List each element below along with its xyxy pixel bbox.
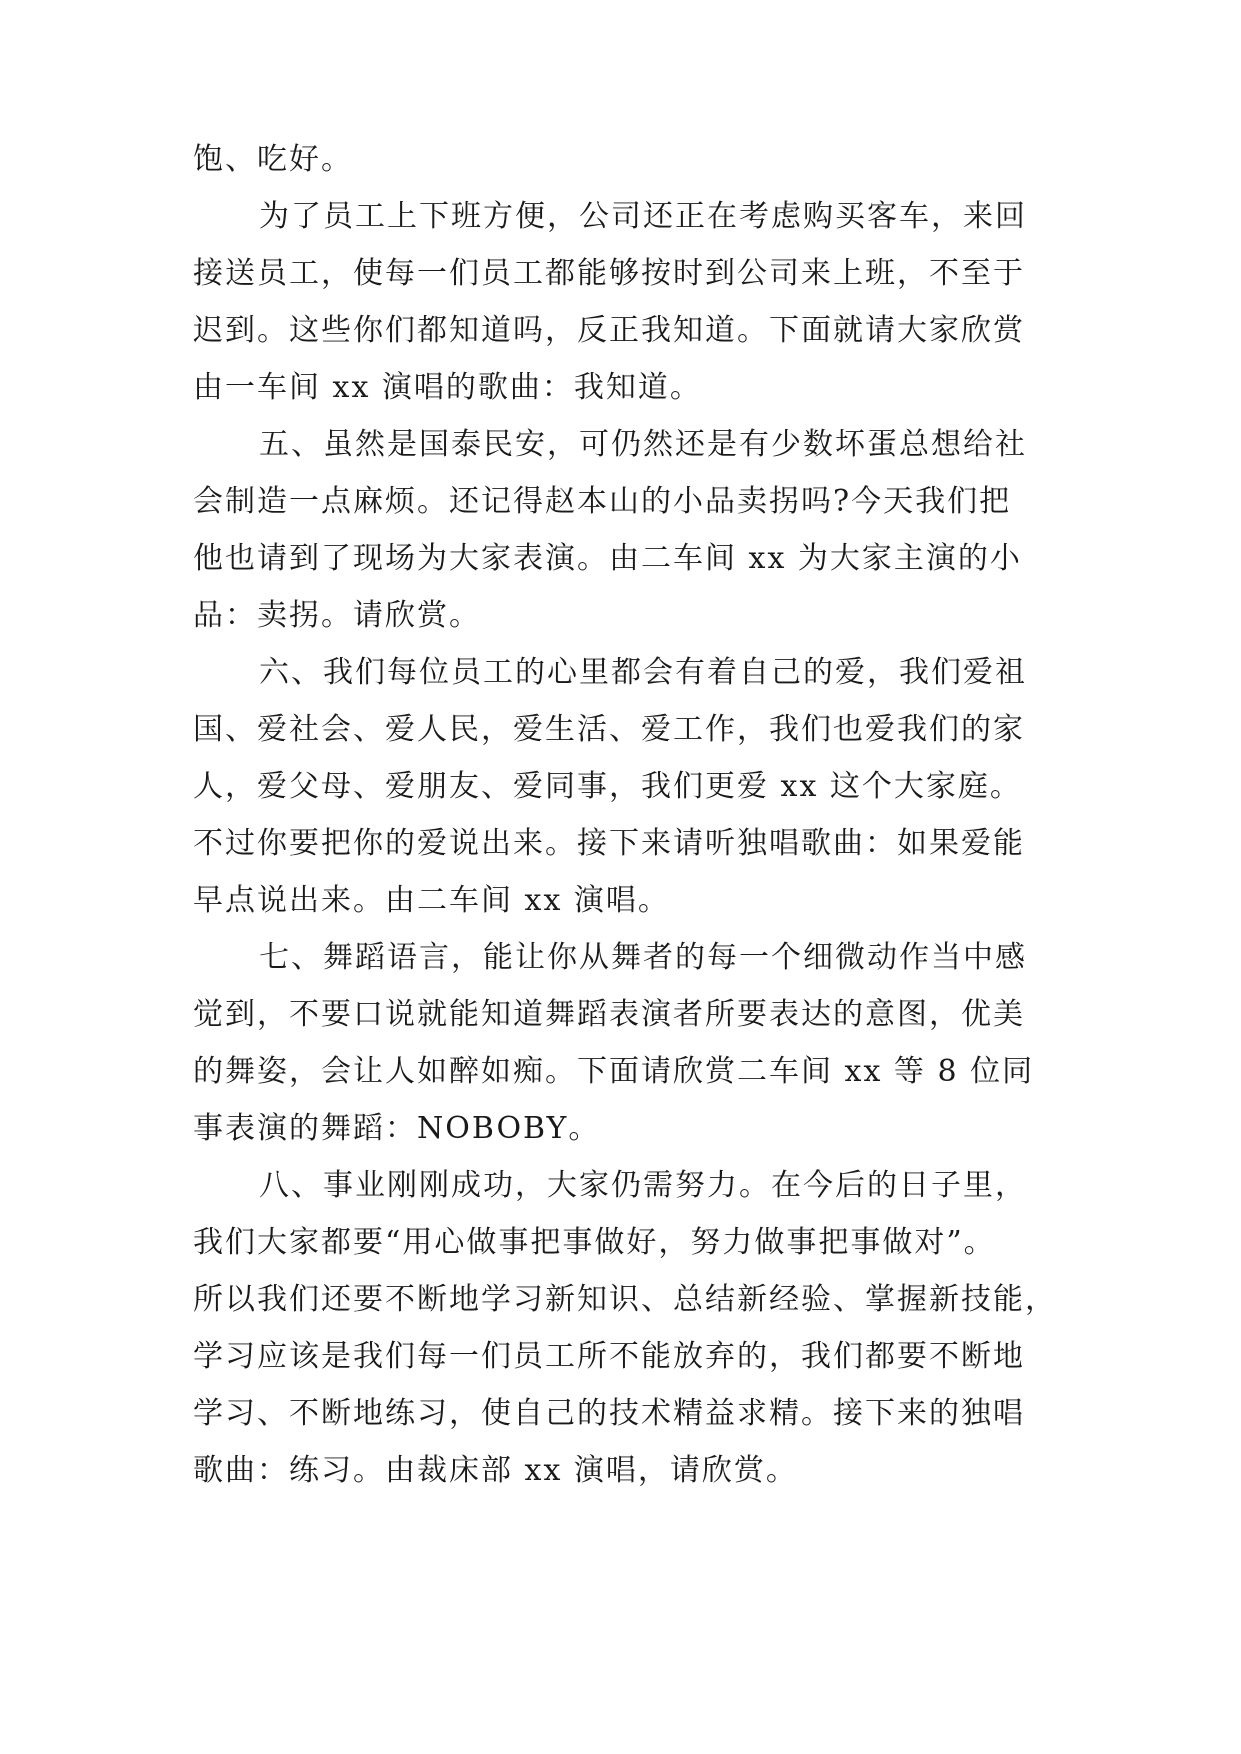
paragraph-start-line: 五、虽然是国泰民安，可仍然还是有少数坏蛋总想给社 [259,427,1027,462]
text-line: 不过你要把你的爱说出来。接下来请听独唱歌曲：如果爱能 [193,826,1025,861]
text-line: 觉到，不要口说就能知道舞蹈表演者所要表达的意图，优美 [193,997,1025,1032]
text-line: 由一车间 xx 演唱的歌曲：我知道。 [193,370,702,405]
text-line: 所以我们还要不断地学习新知识、总结新经验、掌握新技能， [193,1282,1057,1317]
text-line: 迟到。这些你们都知道吗，反正我知道。下面就请大家欣赏 [193,313,1025,348]
text-line: 学习、不断地练习，使自己的技术精益求精。接下来的独唱 [193,1396,1025,1431]
text-line: 会制造一点麻烦。还记得赵本山的小品卖拐吗?今天我们把 [193,484,1012,519]
paragraph-start-line: 六、我们每位员工的心里都会有着自己的爱，我们爱祖 [259,655,1027,690]
text-line: 的舞姿，会让人如醉如痴。下面请欣赏二车间 xx 等 8 位同 [193,1054,1035,1089]
text-line: 人，爱父母、爱朋友、爱同事，我们更爱 xx 这个大家庭。 [193,769,1022,804]
text-line: 学习应该是我们每一们员工所不能放弃的，我们都要不断地 [193,1339,1025,1374]
text-line: 早点说出来。由二车间 xx 演唱。 [193,883,670,918]
text-line: 品：卖拐。请欣赏。 [193,598,481,633]
paragraph-start-line: 八、事业刚刚成功，大家仍需努力。在今后的日子里， [259,1168,1027,1203]
text-line: 歌曲：练习。由裁床部 xx 演唱，请欣赏。 [193,1453,798,1488]
text-line: 我们大家都要“用心做事把事做好，努力做事把事做对”。 [193,1225,996,1260]
text-line: 接送员工，使每一们员工都能够按时到公司来上班，不至于 [193,256,1025,291]
text-line: 事表演的舞蹈：NOBOBY。 [193,1111,601,1146]
text-line: 他也请到了现场为大家表演。由二车间 xx 为大家主演的小 [193,541,1022,576]
text-line-1: 饱、吃好。 [193,142,353,177]
paragraph-start-line: 七、舞蹈语言，能让你从舞者的每一个细微动作当中感 [259,940,1027,975]
paragraph-start-line: 为了员工上下班方便，公司还正在考虑购买客车，来回 [259,199,1027,234]
text-line: 国、爱社会、爱人民，爱生活、爱工作，我们也爱我们的家 [193,712,1025,747]
